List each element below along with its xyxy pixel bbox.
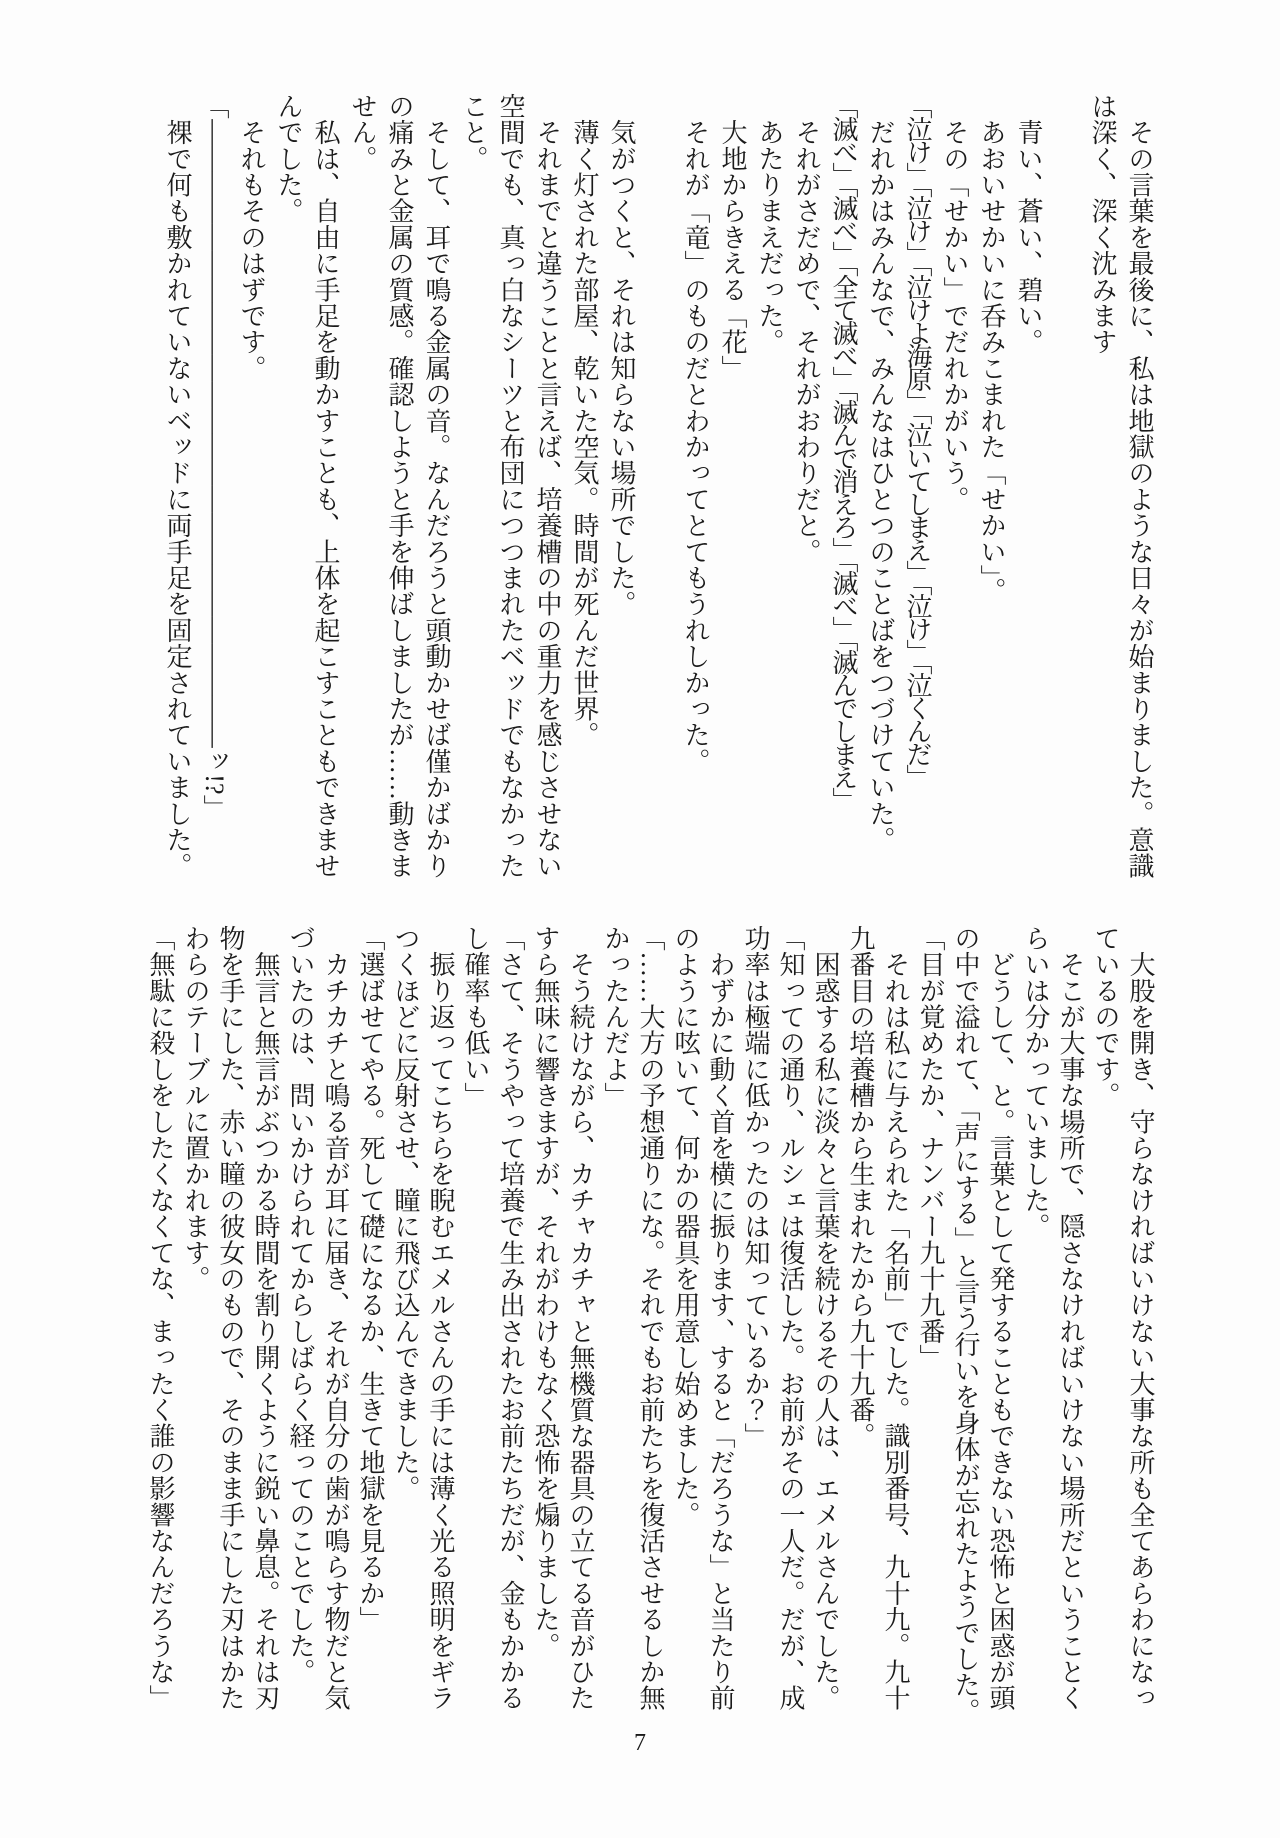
top-text-block xyxy=(159,93,1158,885)
text-line: 大股を開き、守らなければいけない大事な所も全てあらわになっ xyxy=(1126,925,1155,1711)
text-line: わずかに動く首を横に振ります、すると「だろうな」と当たり前 xyxy=(706,925,735,1711)
text-line: らいは分かっていました。 xyxy=(1021,925,1050,1240)
text-line: それがさだめで、それがおわりだと。 xyxy=(792,93,821,565)
text-line: それまでと違うことと言えば、培養槽の中の重力を感じさせない xyxy=(533,93,562,879)
text-line: 「無駄に殺しをしたくなくてな、まったく誰の影響なんだろうな」 xyxy=(146,925,175,1711)
text-line: せん。 xyxy=(348,93,377,172)
text-line: は深く、深く沈みます xyxy=(1088,93,1117,355)
text-line: 「泣け」「泣け」「泣けよ海原」「泣いてしまえ」「泣け」「泣くんだ」 xyxy=(903,93,932,787)
text-line: 功率は極端に低かったのは知っているか？」 xyxy=(741,925,770,1449)
text-line: の中で溢れて、「声にする」と言う行いを身体が忘れたようでした。 xyxy=(951,925,980,1725)
text-line: そこが大事な場所で、隠さなければいけない場所だということく xyxy=(1056,925,1085,1711)
text-line: 大地からきえる「花」 xyxy=(718,93,747,382)
text-line: その言葉を最後に、私は地獄のような日々が始まりました。意識 xyxy=(1125,93,1154,879)
text-line: それもそのはずです。 xyxy=(237,93,266,382)
text-line: 「……大方の予想通りにな。それでもお前たちを復活させるしか無 xyxy=(636,925,665,1711)
text-line: 困惑する私に淡々と言葉を続けるその人は、エメルさんでした。 xyxy=(811,925,840,1711)
text-line: あおいせかいに呑みこまれた「せかい」。 xyxy=(977,93,1006,604)
text-line: 青い、蒼い、碧い。 xyxy=(1014,93,1043,355)
text-line: の痛みと金属の質感。確認しようと手を伸ばしましたが……動きま xyxy=(385,93,414,879)
text-line: そして、耳で鳴る金属の音。なんだろうと頭動かせば僅かばかり xyxy=(422,93,451,879)
bottom-text-block xyxy=(143,925,1158,1725)
text-line: そう続けながら、カチャカチャと無機質な器具の立てる音がひた xyxy=(566,925,595,1711)
text-line: のように呟いて、何かの器具を用意し始めました。 xyxy=(671,925,700,1528)
text-line: それが「竜」のものだとわかってとてもうれしかった。 xyxy=(681,93,710,775)
text-line: 「知っての通り、ルシェは復活した。お前がその一人だ。だが、成 xyxy=(776,925,805,1711)
text-line: づいたのは、問いかけられてからしばらく経ってのことでした。 xyxy=(286,925,315,1685)
text-line: んでした。 xyxy=(274,93,303,224)
text-line: こと。 xyxy=(459,93,488,172)
text-line: 私は、自由に手足を動かすことも、上体を起こすこともできませ xyxy=(311,93,340,879)
text-line: 物を手にした、赤い瞳の彼女のもので、そのまま手にした刃はかた xyxy=(216,925,245,1711)
page-number: 7 xyxy=(634,1730,646,1756)
text-line: 空間でも、真っ白なシーツと布団につつまれたベッドでもなかった xyxy=(496,93,525,879)
text-line: 裸で何も敷かれていないベッドに両手足を固定されていました。 xyxy=(163,93,192,879)
text-line: 振り返ってこちらを睨むエメルさんの手には薄く光る照明をギラ xyxy=(426,925,455,1711)
text-line: カチカチと鳴る音が耳に届き、それが自分の歯が鳴らす物だと気 xyxy=(321,925,350,1712)
text-line: その「せかい」でだれかがいう。 xyxy=(940,93,969,513)
text-line: 九番目の培養槽から生まれたから九十九番。 xyxy=(846,925,875,1449)
text-line: ているのです。 xyxy=(1091,925,1120,1109)
text-line: わらのテーブルに置かれます。 xyxy=(181,925,210,1292)
text-line: 気がつくと、それは知らない場所でした。 xyxy=(607,93,636,617)
text-line: 「滅べ」「滅べ」「全て滅べ」「滅んで消えろ」「滅べ」「滅んでしまえ」 xyxy=(829,93,858,810)
blank-line xyxy=(640,93,677,885)
text-line: すら無味に響きますが、それがわけもなく恐怖を煽りました。 xyxy=(531,925,560,1659)
text-line: あたりまえだった。 xyxy=(755,93,784,355)
blank-line xyxy=(1047,93,1084,885)
text-line: だれかはみんなで、みんなはひとつのことばをつづけていた。 xyxy=(866,93,895,853)
text-line: 「さて、そうやって培養で生み出されたお前たちだが、金もかかる xyxy=(496,925,525,1711)
text-line: どうして、と。言葉として発することもできない恐怖と困惑が頭 xyxy=(986,925,1015,1711)
text-line: 薄く灯された部屋、乾いた空気。時間が死んだ世界。 xyxy=(570,93,599,748)
text-line: 「目が覚めたか、ナンバー九十九番」 xyxy=(916,925,945,1371)
text-line: かったんだよ」 xyxy=(601,925,630,1109)
text-line: 「選ばせてやる。死して礎になるか、生きて地獄を見るか」 xyxy=(356,925,385,1633)
text-line: 「――――――――――――――――――――――――ッ!?」 xyxy=(200,93,229,821)
text-line: 無言と無言がぶつかる時間を割り開くように鋭い鼻息。それは刃 xyxy=(251,925,280,1711)
text-line: し確率も低い」 xyxy=(461,925,490,1109)
text-line: つくほどに反射させ、瞳に飛び込んできました。 xyxy=(391,925,420,1502)
text-line: それは私に与えられた「名前」でした。識別番号、九十九。九十 xyxy=(881,925,910,1711)
